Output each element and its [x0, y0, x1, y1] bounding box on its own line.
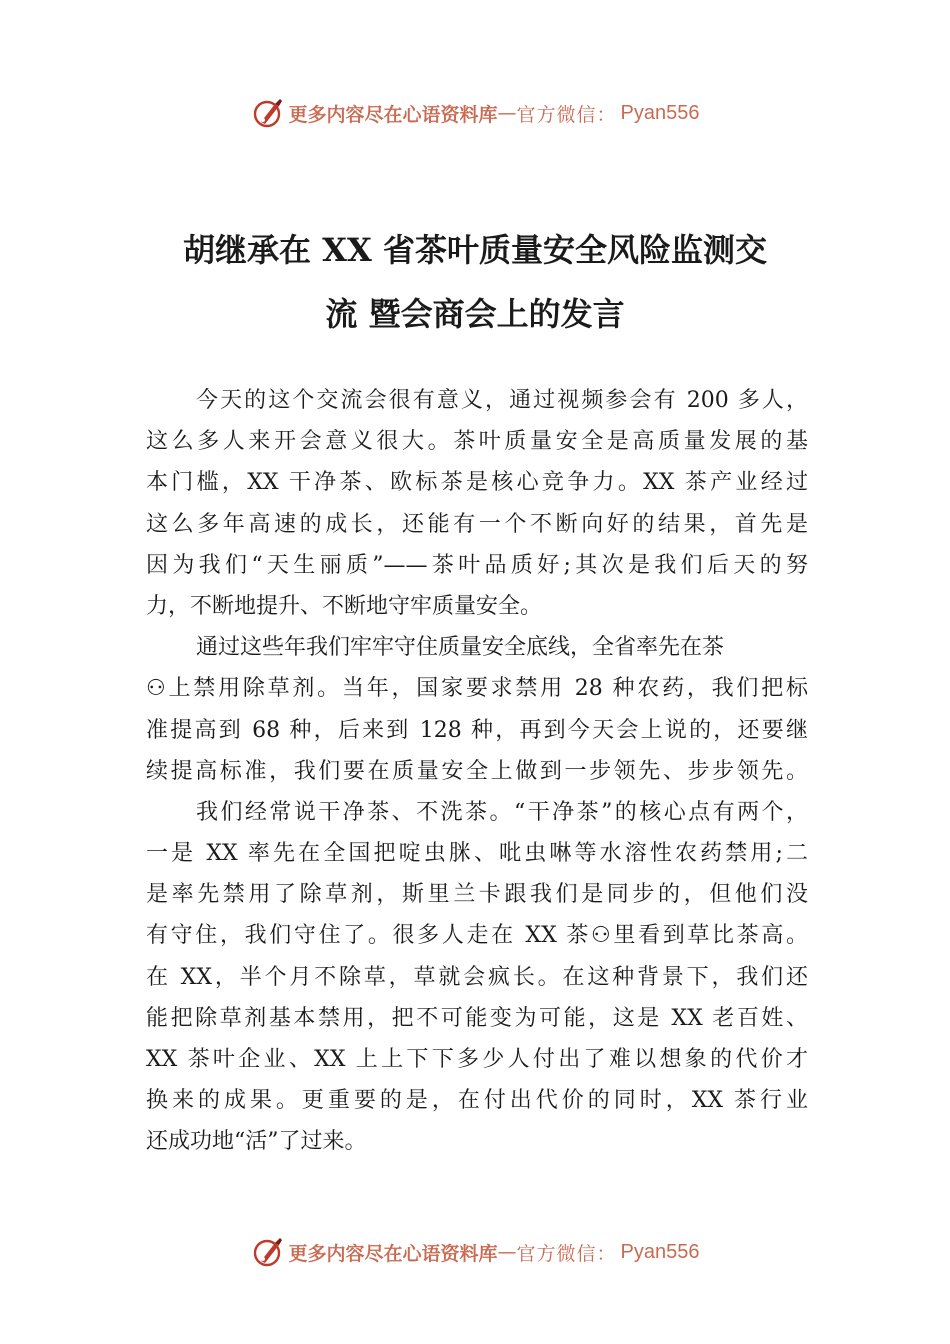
body-line: ⚇上禁用除草剂。当年，国家要求禁用 28 种农药，我们把标 [146, 676, 808, 702]
body-line: 这么多人来开会意义很大。茶叶质量安全是高质量发展的基 [146, 429, 808, 455]
banner-title: 更多内容尽在心语资料库 [288, 1242, 498, 1265]
body-line: 这么多年高速的成长，还能有一个不断向好的结果，首先是 [146, 511, 808, 537]
document-body [146, 380, 808, 1163]
banner-title: 更多内容尽在心语资料库 [288, 103, 498, 126]
document-title [120, 218, 830, 346]
body-line: 是率先禁用了除草剂，斯里兰卡跟我们是同步的，但他们没 [146, 882, 808, 908]
banner-wechat-label: 官方微信： [516, 103, 617, 126]
banner-dash: — [497, 1241, 517, 1263]
body-line: 本门槛，XX 干净茶、欧标茶是核心竞争力。XX 茶产业经过 [146, 470, 808, 496]
pen-logo-icon [251, 96, 285, 130]
body-line: 力，不断地提升、不断地守牢质量安全。 [146, 593, 543, 619]
pen-logo-icon [251, 1235, 285, 1269]
footer-banner [0, 1232, 950, 1272]
body-line: 通过这些年我们牢牢守住质量安全底线，全省率先在茶 [196, 635, 725, 661]
body-line: 因为我们“天生丽质”——茶叶品质好;其次是我们后天的努 [146, 552, 808, 578]
body-line: 能把除草剂基本禁用，把不可能变为可能，这是 XX 老百姓、 [146, 1005, 808, 1031]
body-line: 一是 XX 率先在全国把啶虫脒、吡虫啉等水溶性农药禁用;二 [146, 841, 808, 867]
title-line-1: 胡继承在 XX 省茶叶质量安全风险监测交 [183, 231, 767, 269]
body-line: 今天的这个交流会很有意义，通过视频参会有 200 多人， [196, 388, 808, 413]
body-line: 还成功地“活”了过来。 [146, 1129, 367, 1155]
banner-dash: — [497, 102, 517, 124]
banner-wechat-id: Pyan556 [620, 1240, 700, 1263]
body-line: 换来的成果。更重要的是，在付出代价的同时，XX 茶行业 [146, 1088, 808, 1114]
title-line-2: 流 暨会商会上的发言 [325, 295, 625, 333]
body-line: 我们经常说干净茶、不洗茶。“干净茶”的核心点有两个， [196, 799, 808, 825]
banner-wechat-label: 官方微信： [516, 1242, 617, 1265]
body-line: 有守住，我们守住了。很多人走在 XX 茶⚇里看到草比茶高。 [146, 923, 808, 949]
body-line: XX 茶叶企业、XX 上上下下多少人付出了难以想象的代价才 [146, 1047, 808, 1072]
body-line: 在 XX，半个月不除草，草就会疯长。在这种背景下，我们还 [146, 964, 808, 990]
body-line: 准提高到 68 种，后来到 128 种，再到今天会上说的，还要继 [146, 717, 808, 743]
body-line: 续提高标准，我们要在质量安全上做到一步领先、步步领先。 [146, 758, 808, 784]
header-banner [0, 93, 950, 133]
banner-wechat-id: Pyan556 [620, 101, 700, 124]
